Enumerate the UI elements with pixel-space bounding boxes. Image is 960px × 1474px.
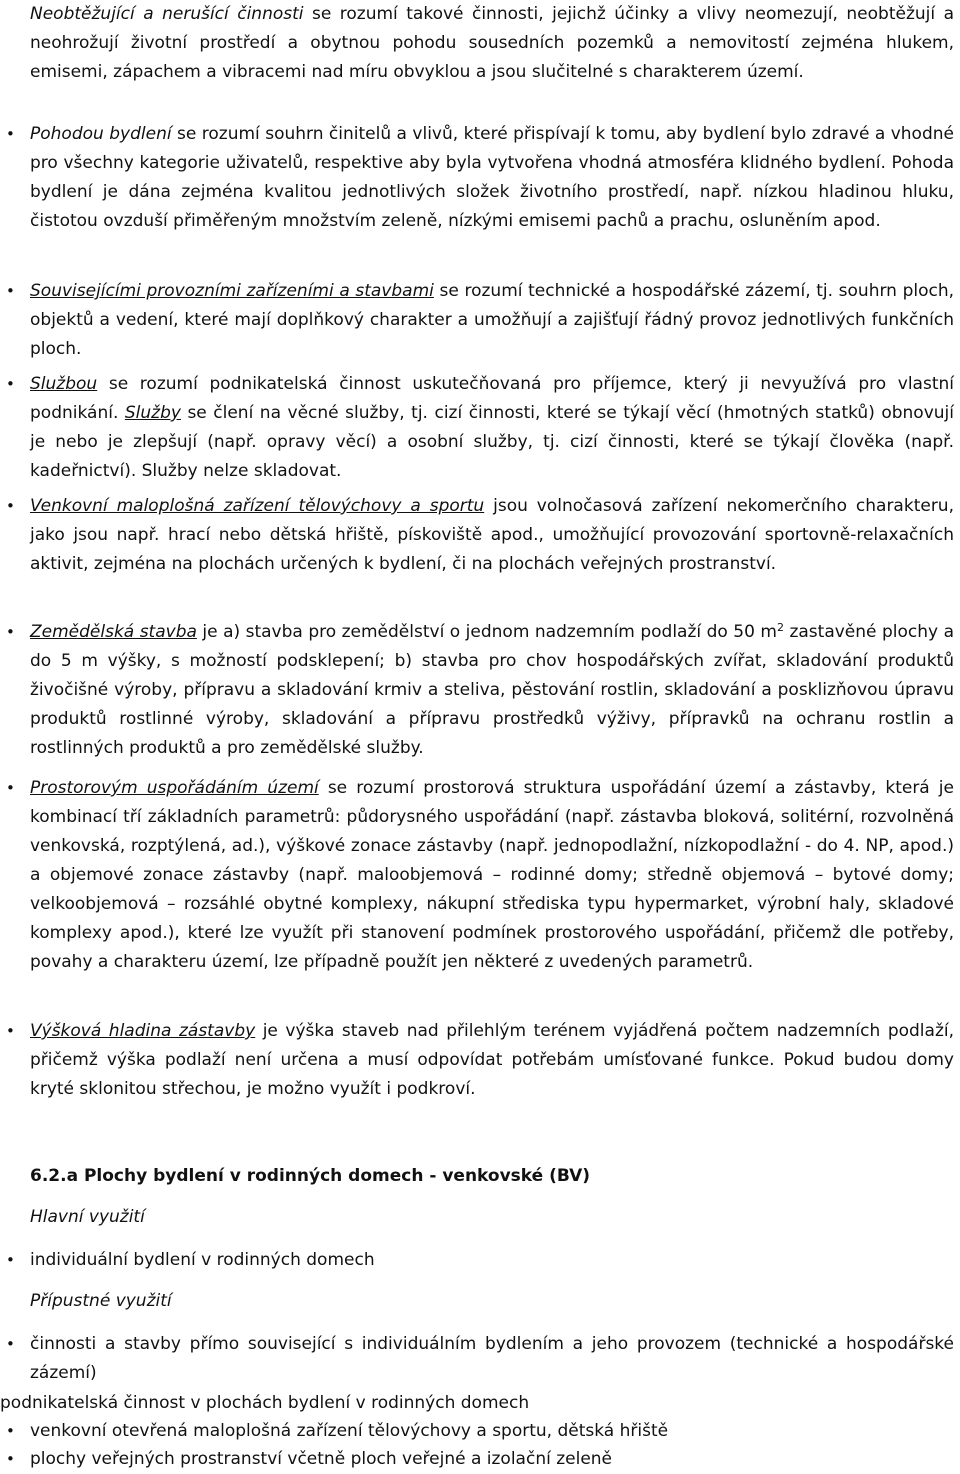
definition-term: Prostorovým uspořádáním území <box>30 778 319 798</box>
definition-text: je a) stavba pro zemědělství o jednom nadzemním podlaží do 50 m <box>196 622 777 642</box>
paragraph-text: podnikatelská činnost v plochách bydlení v rodinných domech <box>0 1393 530 1413</box>
definition-term: Neobtěžující a nerušící činnosti <box>30 4 304 24</box>
bullet-icon: • <box>6 375 15 393</box>
main-use-label <box>0 1203 960 1232</box>
bullet-icon: • <box>6 623 15 641</box>
permitted-use-item <box>0 1330 960 1388</box>
definition-text: se rozumí souhrn činitelů a vlivů, které přispívají k tomu, aby bydlení bylo zdravé a vhodné pro všechny kategorie uživatelů, respektive aby byla vytvořena vhodná atmosféra klidného bydlení. Pohoda bydlení je dána zejména kvalitou jednotlivých složek životního prostředí, např. nízkou hladinou hluku, čistotou ovzduší přiměřeným množstvím zeleně, nízkými emisemi pachů a prachu, osluněním apod. <box>30 124 954 231</box>
bullet-icon: • <box>6 1251 15 1269</box>
bullet-icon: • <box>6 1335 15 1353</box>
subheading: Přípustné využití <box>30 1291 172 1311</box>
definition-pohoda-bydleni <box>0 120 960 236</box>
plain-line <box>0 1389 960 1418</box>
main-use-item <box>0 1246 960 1275</box>
definition-text: je výška staveb nad přilehlým terénem vyjádřená počtem nadzemních podlaží, přičemž výška podlaží není určena a musí odpovídat potřebám umísťované funkce. Pokud budou domy kryté sklonitou střechou, je možno využít i podkroví. <box>30 1021 954 1099</box>
list-item <box>0 1417 960 1446</box>
section-heading <box>0 1162 960 1191</box>
list-item-text: individuální bydlení v rodinných domech <box>30 1250 375 1270</box>
bullet-icon: • <box>6 1022 15 1040</box>
definition-vyskova-hladina <box>0 1017 960 1104</box>
list-item <box>0 1445 960 1474</box>
bullet-icon: • <box>6 1422 15 1440</box>
definition-term: Zemědělská stavba <box>30 622 197 642</box>
definition-text: se rozumí podnikatelská činnost uskutečňovaná pro příjemce, který ji nevyužívá pro vlastní podnikání. <box>30 374 954 423</box>
bullet-icon: • <box>6 779 15 797</box>
superscript: 2 <box>776 621 784 634</box>
bullet-icon: • <box>6 497 15 515</box>
definition-sluzba <box>0 370 960 486</box>
definition-prostorove-usporadani <box>0 774 960 977</box>
definition-term: Službou <box>30 374 98 394</box>
definition-zemedelska-stavba <box>0 618 960 763</box>
definition-text: se rozumí technické a hospodářské zázemí, tj. souhrn ploch, objektů a vedení, které mají doplňkový charakter a umožňují a zajišťují řádný provoz jednotlivých funkčních ploch. <box>30 281 955 359</box>
definition-term: Souvisejícími provozními zařízeními a stavbami <box>30 281 434 301</box>
list-item-text: činnosti a stavby přímo související s individuálním bydlením a jeho provozem (technické a hospodářské zázemí) <box>30 1334 954 1383</box>
bullet-icon: • <box>6 125 15 143</box>
definition-term: Pohodou bydlení <box>30 124 172 144</box>
definition-text: se rozumí takové činnosti, jejichž účinky a vlivy neomezují, neobtěžují a neohrožují životní prostředí a obytnou pohodu sousedních pozemků a nemovitostí zejména hlukem, emisemi, zápachem a vibracemi nad míru obvyklou a jsou slučitelné s charakterem území. <box>30 4 954 82</box>
definition-text: se člení na věcné služby, tj. cizí činnosti, které se týkají věcí (hmotných statků) obnovují je nebo je zlepšují (např. opravy věcí) a osobní služby, tj. cizí činnosti, které se týkají člověka (např. kadeřnictví). Služby nelze skladovat. <box>30 403 954 481</box>
bullet-icon: • <box>6 282 15 300</box>
definition-text: se rozumí prostorová struktura uspořádání území a zástavby, která je kombinací tří základních parametrů: půdorysného uspořádání (např. zástavba bloková, solitérní, rozvolněná venkovská, rozptýlená, ad.), výškové zonace zástavby (např. jednopodlažní, nízkopodlažní - do 4. NP, apod.) a objemové zonace zástavby (např. maloobjemová – rodinné domy; středně objemová – bytové domy; velkoobjemová – rozsáhlé obytné komplexy, nákupní střediska typu hypermarket, výrobní haly, skladové komplexy apod.), které lze využít při stanovení podmínek prostorového uspořádání, přičemž dle potřeby, povahy a charakteru území, lze případně použít jen některé z uvedených parametrů. <box>30 778 954 972</box>
definition-venkovni-zarizeni <box>0 492 960 579</box>
subheading: Hlavní využití <box>30 1207 145 1227</box>
definition-text: jsou volnočasová zařízení nekomerčního charakteru, jako jsou např. hrací nebo dětská hřiště, pískoviště apod., umožňující provozování sportovně-relaxačních aktivit, zejména na plochách určených k bydlení, či na plochách veřejných prostranství. <box>30 496 954 574</box>
definition-neobtezujici <box>0 0 960 87</box>
list-item-text: plochy veřejných prostranství včetně ploch veřejné a izolační zeleně <box>30 1449 613 1469</box>
bullet-icon: • <box>6 1450 15 1468</box>
definition-souvisejici-zarizeni <box>0 277 960 364</box>
definition-term-secondary: Služby <box>124 403 181 423</box>
section-title: 6.2.a Plochy bydlení v rodinných domech - venkovské (BV) <box>30 1166 591 1186</box>
definition-text: zastavěné plochy a do 5 m výšky, s možností podsklepení; b) stavba pro chov hospodářských zvířat, skladování produktů živočišné výroby, přípravu a skladování krmiv a steliva, pěstování rostlin, skladování a posklizňovou úpravu produktů rostlinné výroby, skladování a přípravu prostředků výživy, přípravků na ochranu rostlin a rostlinných produktů a pro zemědělské služby. <box>30 622 954 758</box>
definition-term: Venkovní maloplošná zařízení tělovýchovy a sportu <box>30 496 485 516</box>
permitted-use-label <box>0 1287 960 1316</box>
list-item-text: venkovní otevřená maloplošná zařízení tělovýchovy a sportu, dětská hřiště <box>30 1421 669 1441</box>
definition-term: Výšková hladina zástavby <box>30 1021 256 1041</box>
